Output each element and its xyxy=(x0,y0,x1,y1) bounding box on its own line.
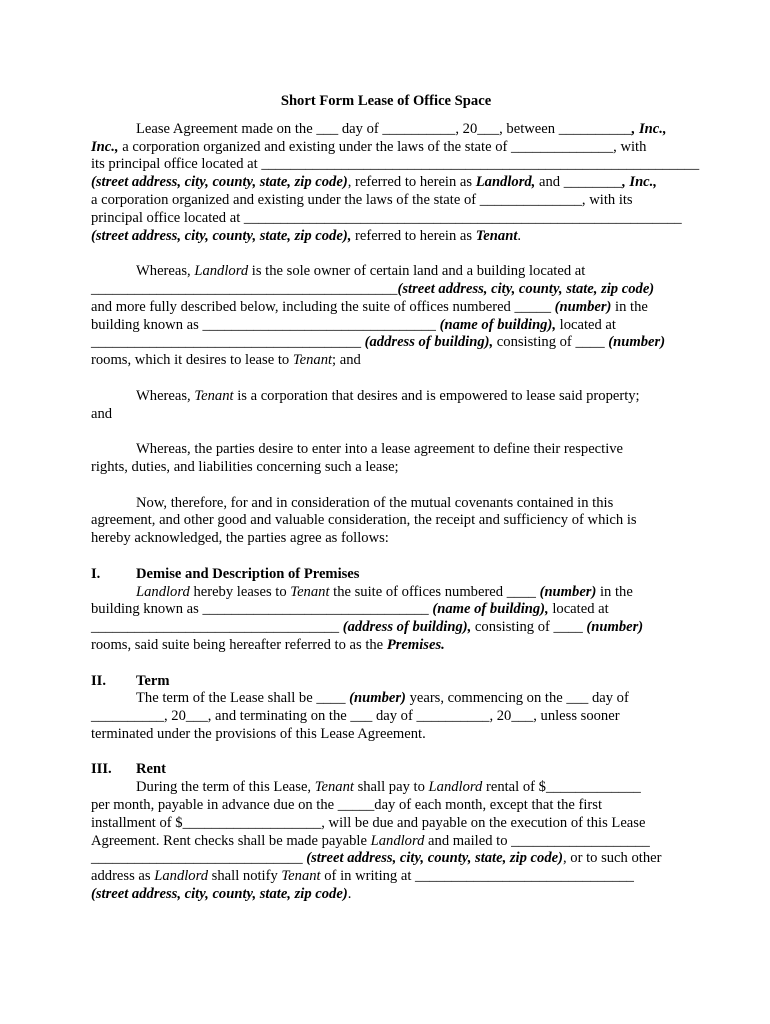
text-line xyxy=(91,584,681,602)
text-run: _____________________________________ xyxy=(91,334,365,351)
text-line xyxy=(91,317,681,335)
section-number: I. xyxy=(91,565,101,582)
text-run: located at xyxy=(548,601,609,618)
text-line xyxy=(91,815,681,833)
section-heading xyxy=(91,566,681,584)
bold-italic-term: Inc., xyxy=(91,138,119,155)
text-line xyxy=(91,495,681,513)
text-line xyxy=(91,174,681,192)
text-run: address as xyxy=(91,868,155,885)
section-heading-text: Rent xyxy=(136,761,166,778)
bold-italic-term: (street address, city, county, state, zip code) xyxy=(91,886,348,903)
bold-italic-term: , Inc., xyxy=(622,174,657,191)
text-run: __________, 20___, and terminating on the ___ day of __________, 20___, unless sooner xyxy=(91,708,620,725)
text-line xyxy=(91,406,681,424)
text-run: rooms, said suite being hereafter referred to as the xyxy=(91,636,387,653)
paragraph-gap xyxy=(91,477,681,495)
text-run: is the sole owner of certain land and a building located at xyxy=(248,263,586,280)
bold-italic-term: (number) xyxy=(349,690,406,707)
text-line xyxy=(91,512,681,530)
bold-italic-term: Premises. xyxy=(386,636,445,653)
text-run: __________________________________ xyxy=(91,619,343,636)
bold-italic-term: (street address, city, county, state, zip code) xyxy=(306,850,563,867)
bold-italic-term: (number) xyxy=(586,619,644,636)
text-run: principal office located at ____________________________________________________________ xyxy=(91,209,682,226)
paragraph-gap xyxy=(91,744,681,762)
text-line xyxy=(91,833,681,851)
text-line xyxy=(91,726,681,744)
text-line xyxy=(91,192,681,210)
text-run: building known as _______________________________ xyxy=(91,601,433,618)
text-run: ; and xyxy=(332,352,361,369)
bold-italic-term: (name of building), xyxy=(439,316,556,333)
whereas-landlord-paragraph xyxy=(91,263,681,370)
italic-term: Landlord xyxy=(370,832,425,849)
bold-italic-term: (name of building), xyxy=(432,601,549,618)
text-line xyxy=(91,388,681,406)
italic-term: Landlord xyxy=(154,868,209,885)
text-run: a corporation organized and existing under the laws of the state of ______________, with xyxy=(118,138,647,155)
text-run: agreement, and other good and valuable consideration, the receipt and sufficiency of which is xyxy=(91,512,637,529)
italic-term: Tenant xyxy=(314,779,354,796)
text-line xyxy=(91,619,681,637)
section-1 xyxy=(91,566,681,655)
text-run: per month, payable in advance due on the _____day of each month, except that the first xyxy=(91,797,603,814)
text-run: __________________________________________ xyxy=(91,280,398,297)
text-run: Lease Agreement made on the ___ day of __________, 20___, between __________ xyxy=(136,120,632,137)
text-line xyxy=(91,139,681,157)
text-run: in the xyxy=(611,298,648,315)
text-run: and mailed to ___________________ xyxy=(424,832,650,849)
text-line xyxy=(91,299,681,317)
bold-italic-term: (street address, city, county, state, zip code) xyxy=(397,280,655,297)
text-run: consisting of ____ xyxy=(493,334,609,351)
text-line xyxy=(91,868,681,886)
bold-italic-term: , Inc., xyxy=(631,120,667,137)
text-run: consisting of ____ xyxy=(471,619,587,636)
text-line xyxy=(91,779,681,797)
text-run: rights, duties, and liabilities concerning such a lease; xyxy=(91,458,399,475)
text-run: . xyxy=(517,227,522,244)
text-run: rooms, which it desires to lease to xyxy=(91,352,293,369)
text-line xyxy=(91,121,681,139)
text-run: and xyxy=(91,405,113,422)
sections xyxy=(91,566,681,904)
bold-italic-term: (number) xyxy=(539,583,597,600)
paragraph-gap xyxy=(91,245,681,263)
text-run: its principal office located at ____________________________________________________________ xyxy=(91,156,700,173)
bold-italic-term: (address of building), xyxy=(342,619,472,636)
section-heading-text: Term xyxy=(136,672,170,689)
text-run: . xyxy=(347,886,352,903)
document-page xyxy=(91,93,700,904)
text-line xyxy=(91,352,681,370)
now-therefore-paragraph xyxy=(91,495,681,548)
text-run: installment of $___________________, will be due and payable on the execution of this Lease xyxy=(91,814,646,831)
text-line xyxy=(91,156,700,174)
text-run: a corporation organized and existing under the laws of the state of ______________, with its xyxy=(91,191,633,208)
section-3 xyxy=(91,761,681,903)
text-run: hereby acknowledged, the parties agree as follows: xyxy=(91,530,389,547)
text-line xyxy=(91,637,681,655)
text-run: shall notify xyxy=(208,868,282,885)
italic-term: Tenant xyxy=(194,387,234,404)
text-run: The term of the Lease shall be ____ xyxy=(136,690,350,707)
section-2 xyxy=(91,673,681,744)
text-line xyxy=(91,690,681,708)
text-run: terminated under the provisions of this Lease Agreement. xyxy=(91,725,426,742)
text-run: years, commencing on the ___ day of xyxy=(405,690,629,707)
text-line xyxy=(91,228,681,246)
text-line xyxy=(91,281,681,299)
section-number: III. xyxy=(91,761,112,778)
text-line xyxy=(91,334,681,352)
text-run: the suite of offices numbered ____ xyxy=(329,583,540,600)
text-line xyxy=(91,601,681,619)
text-run: in the xyxy=(596,583,633,600)
text-run: Whereas, xyxy=(136,387,195,404)
text-run: , referred to herein as xyxy=(347,174,476,191)
bold-italic-term: (number) xyxy=(608,334,666,351)
bold-italic-term: (number) xyxy=(554,298,612,315)
bold-italic-term: (street address, city, county, state, zip code), xyxy=(91,227,352,244)
section-number: II. xyxy=(91,672,107,689)
section-heading-text: Demise and Description of Premises xyxy=(136,565,360,582)
italic-term: Landlord xyxy=(428,779,483,796)
intro-paragraph xyxy=(91,120,700,246)
section-heading xyxy=(91,761,681,779)
italic-term: Landlord xyxy=(194,263,249,280)
text-run: is a corporation that desires and is empowered to lease said property; xyxy=(233,387,640,404)
text-line xyxy=(91,850,681,868)
text-run: referred to herein as xyxy=(351,227,476,244)
bold-italic-term: Landlord, xyxy=(475,174,536,191)
bold-italic-term: (address of building), xyxy=(364,334,494,351)
italic-term: Tenant xyxy=(292,352,333,369)
paragraph-gap xyxy=(91,548,681,566)
paragraph-gap xyxy=(91,423,681,441)
text-run: Agreement. Rent checks shall be made payable xyxy=(91,832,371,849)
text-line xyxy=(91,441,681,459)
paragraph-gap xyxy=(91,655,681,673)
text-line xyxy=(91,530,681,548)
italic-term: Tenant xyxy=(290,583,330,600)
text-run: Whereas, xyxy=(136,263,195,280)
section-heading xyxy=(91,673,681,691)
whereas-tenant-paragraph xyxy=(91,388,681,424)
text-run: rental of $_____________ xyxy=(482,779,641,796)
text-run: Now, therefore, for and in consideration of the mutual covenants contained in this xyxy=(136,494,614,511)
text-run: and ________ xyxy=(535,174,623,191)
text-run: , or to such other xyxy=(562,850,662,867)
text-run: hereby leases to xyxy=(189,583,291,600)
text-line xyxy=(91,886,681,904)
text-line xyxy=(91,263,681,281)
text-run: Whereas, the parties desire to enter into a lease agreement to define their respective xyxy=(136,441,624,458)
text-run: shall pay to xyxy=(353,779,429,796)
italic-term: Landlord xyxy=(136,583,190,600)
text-run: of in writing at ______________________________ xyxy=(320,868,634,885)
text-run: During the term of this Lease, xyxy=(136,779,315,796)
text-run: and more fully described below, including the suite of offices numbered _____ xyxy=(91,298,555,315)
text-run: building known as ________________________________ xyxy=(91,316,440,333)
italic-term: Tenant xyxy=(281,868,321,885)
whereas-parties-paragraph xyxy=(91,441,681,477)
bold-italic-term: (street address, city, county, state, zip code) xyxy=(91,174,348,191)
text-line xyxy=(91,708,681,726)
text-run: _____________________________ xyxy=(91,850,307,867)
text-line xyxy=(91,797,681,815)
paragraph-gap xyxy=(91,370,681,388)
text-line xyxy=(91,459,681,477)
bold-italic-term: Tenant xyxy=(475,227,518,244)
document-title: Short Form Lease of Office Space xyxy=(280,93,492,109)
text-run: located at xyxy=(556,316,616,333)
text-line xyxy=(91,210,681,228)
